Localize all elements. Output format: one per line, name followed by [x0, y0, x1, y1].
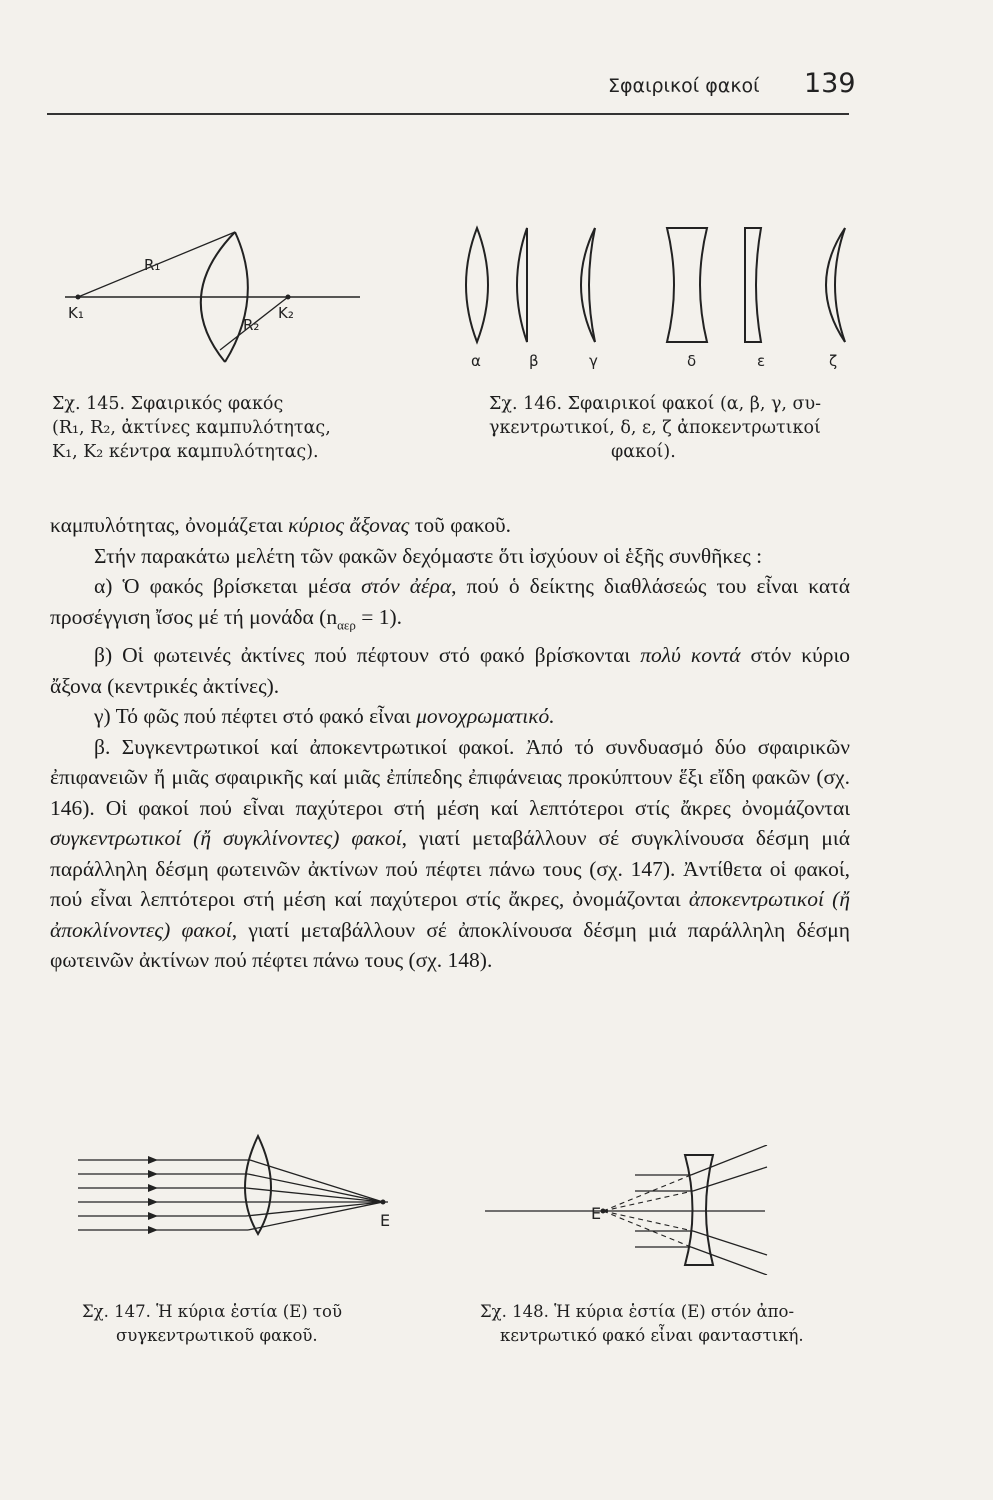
page-number: 139: [804, 68, 856, 99]
figure-145-diagram: [60, 220, 370, 370]
label-r2: R₂: [243, 316, 260, 334]
condition-b: β) Οἱ φωτεινές ἀκτίνες πού πέφτουν στό φακό βρίσκονται πολύ κοντά στόν κύριο ἄξονα (κεντρικές ἀκτίνες).: [50, 643, 850, 698]
figure-145-caption: Σχ. 145. Σφαιρικός φακός (R₁, R₂, ἀκτίνες καμπυλότητας, K₁, K₂ κέντρα καμπυλότητας).: [52, 394, 331, 462]
figure-146-caption: Σχ. 146. Σφαιρικοί φακοί (α, β, γ, συ- γκεντρωτικοί, δ, ε, ζ ἀποκεντρωτικοί φακοί).: [489, 394, 822, 462]
label-r1: R₁: [144, 256, 161, 274]
paragraph-converging-diverging: β. Συγκεντρωτικοί καί ἀποκεντρωτικοί φακοί. Ἀπό τό συνδυασμό δύο σφαιρικῶν ἐπιφανειῶν ἤ μιᾶς σφαιρικῆς καί μιᾶς ἐπίπεδης ἐπιφάνειας προκύπτουν ἕξι εἴδη φακῶν (σχ. 146). Οἱ φακοί πού εἶναι παχύτεροι στή μέση καί λεπτότεροι στίς ἄκρες ὀνομάζονται συγκεντρωτικοί (ἤ συγκλίνοντες) φακοί, γιατί μεταβάλλουν σέ συγκλίνουσα δέσμη μιά παράλληλη δέσμη φωτεινῶν ἀκτίνων πού πέφτει πάνω τους (σχ. 147). Ἀντίθετα οἱ φακοί, πού εἶναι λεπτότεροι στή μέση καί παχύτεροι στίς ἄκρες, ὀνομάζονται ἀποκεντρωτικοί (ἤ ἀποκλίνοντες) φακοί, γιατί μεταβάλλουν σέ ἀποκλίνουσα δέσμη μιά παράλληλη δέσμη φωτεινῶν ἀκτίνων πού πέφτει πάνω τους (σχ. 148).: [50, 734, 851, 973]
lens-label-delta: δ: [687, 352, 697, 370]
paragraph-principal-axis: καμπυλότητας, ὀνομάζεται κύριος ἄξονας τοῦ φακοῦ.: [50, 513, 511, 537]
lens-label-zeta: ζ: [829, 352, 838, 370]
label-k2: K₂: [278, 304, 294, 322]
figure-146-diagram: [455, 220, 855, 380]
figure-147-caption: Σχ. 147. Ἡ κύρια ἑστία (Ε) τοῦ συγκεντρωτικοῦ φακοῦ.: [82, 1302, 343, 1345]
paragraph-conditions: Στήν παρακάτω μελέτη τῶν φακῶν δεχόμαστε ὅτι ἰσχύουν οἱ ἑξῆς συνθῆκες :: [94, 543, 763, 568]
lens-label-alpha: α: [471, 352, 481, 370]
condition-a: α) Ὁ φακός βρίσκεται μέσα στόν ἀέρα, πού ὁ δείκτης διαθλάσεώς του εἶναι κατά προσέγγιση ἴσος μέ τή μονάδα $(n_{\alpha\varepsilon\rho} = 1)$.: [50, 574, 851, 632]
label-k1: K₁: [68, 304, 84, 322]
focus-label-148: Ε: [591, 1204, 602, 1223]
focus-label-147: Ε: [380, 1211, 391, 1230]
running-header-title: Σφαιρικοί φακοί: [608, 75, 760, 97]
figure-148-diagram: [485, 1145, 785, 1275]
body-text: [50, 510, 850, 976]
lens-label-beta: β: [529, 352, 539, 370]
condition-c: γ) Τό φῶς πού πέφτει στό φακό εἶναι μονοχρωματικό.: [94, 704, 555, 729]
lens-label-gamma: γ: [589, 352, 598, 370]
figure-148-caption: Σχ. 148. Ἡ κύρια ἑστία (Ε) στόν ἀπο- κεντρωτικό φακό εἶναι φανταστική.: [480, 1302, 804, 1345]
figure-147-diagram: [78, 1130, 408, 1240]
lens-label-epsilon: ε: [757, 352, 766, 370]
header-rule: [47, 113, 849, 115]
